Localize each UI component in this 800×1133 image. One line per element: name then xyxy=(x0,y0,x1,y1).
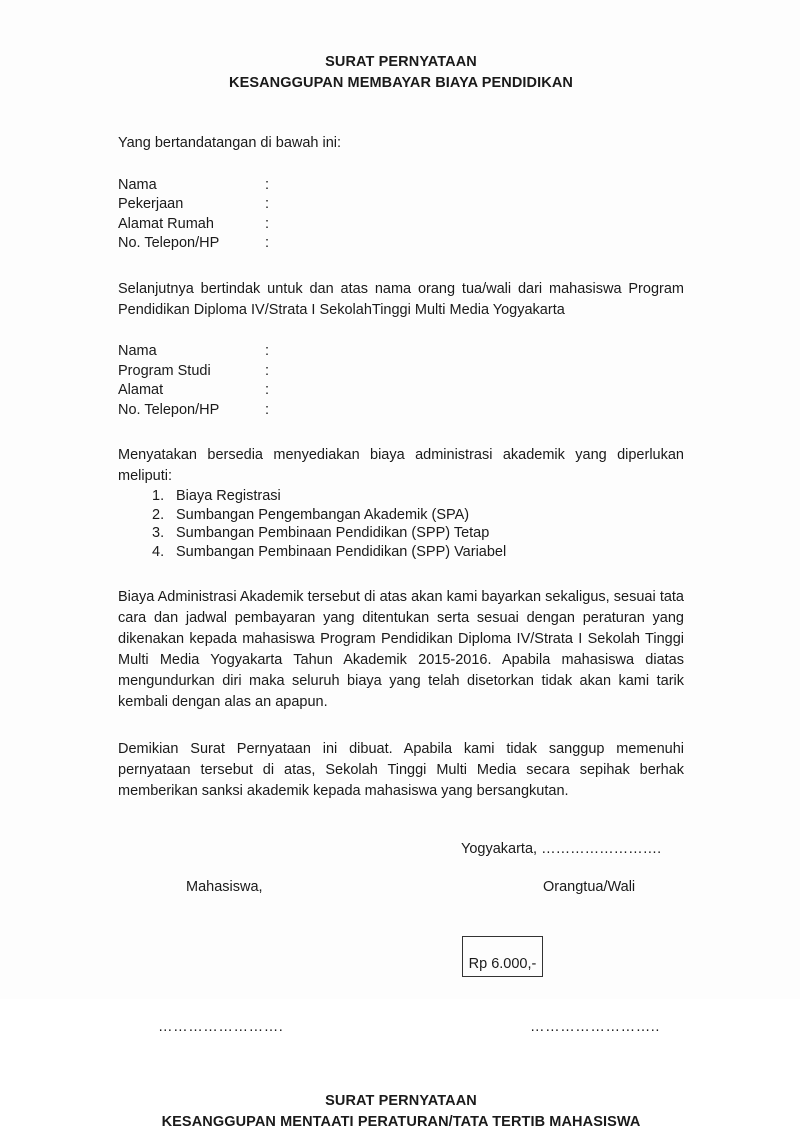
list-item xyxy=(118,487,684,506)
signature-line-guardian[interactable]: …………………….. xyxy=(530,1019,661,1036)
field-label: Pekerjaan xyxy=(118,196,184,213)
title-line-1: SURAT PERNYATAAN xyxy=(325,54,477,70)
spacer xyxy=(118,802,684,828)
declaration-intro: Menyatakan bersedia menyediakan biaya administrasi akademik yang diperlukan meliputi: xyxy=(118,447,684,485)
field-label: Program Studi xyxy=(118,362,211,379)
list-item xyxy=(118,506,684,525)
field-colon: : xyxy=(265,401,270,418)
spacer xyxy=(118,94,684,120)
field-label: Alamat xyxy=(118,382,164,399)
spacer xyxy=(118,713,684,739)
signature-lines xyxy=(118,1019,684,1039)
field-row-alamat xyxy=(118,380,684,400)
field-value-nama[interactable] xyxy=(279,174,684,189)
intro-text: Yang bertandatangan di bawah ini: xyxy=(118,135,342,152)
closing-paragraph: Demikian Surat Pernyataan ini dibuat. Apabila kami tidak sanggup memenuhi pernyataan tersebut di atas, Sekolah Tinggi Multi Media secara sepihak berhak memberikan sanksi akademik kepada mahasiswa yang bersangkutan. xyxy=(118,741,684,800)
field-colon: : xyxy=(265,196,270,213)
spacer xyxy=(118,561,684,587)
stamp-duty-label: Rp 6.000,- xyxy=(468,956,537,973)
footer-title-line-1: SURAT PERNYATAAN xyxy=(325,1093,477,1110)
field-row-telepon xyxy=(118,233,684,253)
list-item-label: Biaya Registrasi xyxy=(176,488,281,505)
title-line-2: KESANGGUPAN MEMBAYAR BIAYA PENDIDIKAN xyxy=(229,75,573,92)
footer-title xyxy=(118,1091,684,1133)
list-item-label: Sumbangan Pembinaan Pendidikan (SPP) Tetap xyxy=(176,525,490,542)
field-label: No. Telepon/HP xyxy=(118,235,220,252)
field-colon: : xyxy=(265,343,270,360)
list-item-label: Sumbangan Pembinaan Pendidikan (SPP) Variabel xyxy=(176,543,507,560)
field-value-alamat-rumah[interactable] xyxy=(279,213,684,228)
signature-line-student[interactable]: ……………………. xyxy=(158,1019,284,1036)
field-value-program-studi[interactable] xyxy=(279,360,684,375)
field-row-program-studi xyxy=(118,360,684,380)
field-value-pekerjaan[interactable] xyxy=(279,194,684,209)
spacer xyxy=(118,154,684,174)
signature-heading-student: Mahasiswa, xyxy=(186,879,263,896)
field-row-student-nama xyxy=(118,341,684,361)
spacer xyxy=(118,321,684,341)
field-colon: : xyxy=(265,362,270,379)
field-label: Nama xyxy=(118,176,157,193)
field-value-student-telepon[interactable] xyxy=(279,399,684,414)
list-item-label: Sumbangan Pengembangan Akademik (SPA) xyxy=(176,506,470,523)
list-item-number: 1. xyxy=(152,488,165,505)
spacer xyxy=(118,419,684,445)
field-row-student-telepon xyxy=(118,399,684,419)
field-colon: : xyxy=(265,382,270,399)
place-and-date: Yogyakarta, ……………………. xyxy=(461,841,662,858)
signature-headings xyxy=(118,879,684,973)
document-title xyxy=(118,52,684,94)
guardian-fields xyxy=(118,174,684,253)
document-body xyxy=(118,0,684,1133)
field-colon: : xyxy=(265,176,270,193)
payment-paragraph: Biaya Administrasi Akademik tersebut di atas akan kami bayarkan sekaligus, sesuai tata cara dan jadwal pembayaran yang ditentukan serta sesuai dengan peraturan yang dikenakan kepada mahasiswa Program Pendidikan Diploma IV/Strata I Sekolah Tinggi Multi Media Yogyakarta Tahun Akademik 2015-2016. Apabila mahasiswa diatas mengundurkan diri maka seluruh biaya yang telah disetorkan tidak akan kami tarik kembali dengan alas an apapun. xyxy=(118,589,684,711)
list-item-number: 3. xyxy=(152,525,165,542)
field-value-alamat[interactable] xyxy=(279,380,684,395)
list-item-number: 2. xyxy=(152,506,165,523)
footer-title-line-2: KESANGGUPAN MENTAATI PERATURAN/TATA TERTIB MAHASISWA xyxy=(161,1114,641,1131)
field-row-pekerjaan xyxy=(118,194,684,214)
signature-area xyxy=(118,841,684,1039)
signature-heading-guardian: Orangtua/Wali xyxy=(543,879,636,896)
list-item-number: 4. xyxy=(152,543,165,560)
acting-on-behalf-paragraph: Selanjutnya bertindak untuk dan atas nama orang tua/wali dari mahasiswa Program Pendidikan Diploma IV/Strata I SekolahTinggi Multi Media Yogyakarta xyxy=(118,280,684,318)
field-colon: : xyxy=(265,235,270,252)
field-label: No. Telepon/HP xyxy=(118,401,220,418)
field-label: Alamat Rumah xyxy=(118,215,214,232)
field-row-nama xyxy=(118,174,684,194)
spacer xyxy=(118,253,684,279)
spacer xyxy=(118,120,684,133)
field-label: Nama xyxy=(118,343,157,360)
field-row-alamat-rumah xyxy=(118,213,684,233)
spacer xyxy=(118,828,684,841)
stamp-duty-box xyxy=(462,936,543,977)
student-fields xyxy=(118,341,684,420)
fee-items-list xyxy=(118,487,684,561)
field-value-student-nama[interactable] xyxy=(279,341,684,356)
list-item xyxy=(118,524,684,543)
field-value-telepon[interactable] xyxy=(279,233,684,248)
field-colon: : xyxy=(265,215,270,232)
list-item xyxy=(118,543,684,562)
